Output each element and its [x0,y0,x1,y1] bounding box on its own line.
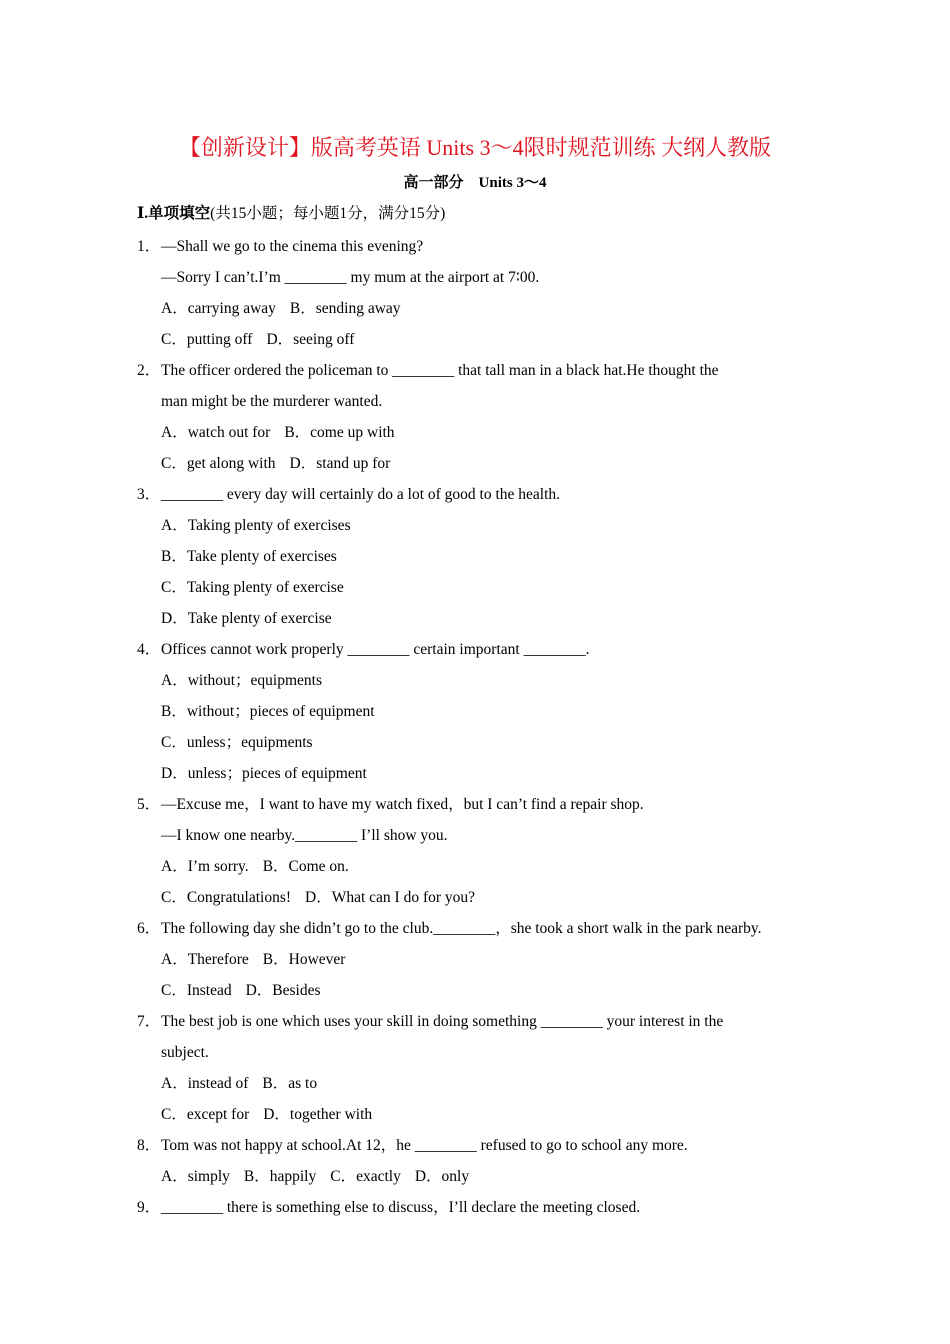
answer-option: B．as to [262,1075,318,1092]
answer-option: D．What can I do for you? [305,889,476,906]
question-stem-text: Offices cannot work properly ________ certain important ________. [161,641,590,658]
question-item [137,913,837,1006]
option-row [137,851,837,882]
question-stem-line [137,479,837,510]
question-item [137,1130,837,1192]
answer-option: D．Take plenty of exercise [161,610,332,627]
question-number: 1． [137,238,161,255]
option-row [137,1099,837,1130]
question-stem-line [137,913,837,944]
section-name: 单项填空 [148,205,211,222]
document-subtitle: 高一部分 Units 3～4 [403,175,547,191]
section-note: (共15小题；每小题1分，满分15分) [210,205,446,222]
question-stem-text: —I know one nearby.________ I’ll show you. [161,827,448,844]
question-stem-text: —Excuse me，I want to have my watch fixed，but I can’t find a repair shop. [161,796,644,813]
option-row [137,603,837,634]
question-stem-line [137,1037,837,1068]
answer-option: A．Taking plenty of exercises [161,517,351,534]
answer-option: B．Come on. [262,858,349,875]
answer-option: C．Congratulations! [161,889,292,906]
option-row [137,417,837,448]
answer-option: C．except for [161,1106,250,1123]
question-item [137,355,837,479]
answer-option: C．Instead [161,982,232,999]
question-stem-line [137,789,837,820]
question-stem-line [137,1192,837,1223]
question-item [137,1192,837,1223]
answer-option: C．putting off [161,331,253,348]
option-row [137,1161,837,1192]
answer-option: B．sending away [289,300,401,317]
question-number: 8． [137,1137,161,1154]
answer-option: B．Take plenty of exercises [161,548,337,565]
answer-option: C．unless；equipments [161,734,313,751]
question-item [137,634,837,789]
question-stem-text: subject. [161,1044,209,1061]
question-number: 4． [137,641,161,658]
question-stem-text: Tom was not happy at school.At 12，he ________ refused to go to school any more. [161,1137,688,1154]
question-stem-text: —Shall we go to the cinema this evening? [161,238,424,255]
question-stem-line [137,386,837,417]
option-row [137,882,837,913]
question-stem-text: man might be the murderer wanted. [161,393,383,410]
answer-option: C．exactly [330,1168,401,1185]
document-title: 【创新设计】版高考英语 Units 3～4限时规范训练 大纲人教版 [178,135,772,160]
question-stem-text: ________ every day will certainly do a lot of good to the health. [161,486,561,503]
question-stem-line [137,1130,837,1161]
question-item [137,1006,837,1130]
answer-option: B．happily [243,1168,317,1185]
question-item [137,231,837,355]
answer-option: D．unless；pieces of equipment [161,765,367,782]
answer-option: A．simply [161,1168,230,1185]
question-item [137,479,837,634]
answer-option: B．come up with [284,424,395,441]
section-number: Ⅰ. [137,205,149,222]
answer-option: B．without；pieces of equipment [161,703,375,720]
answer-option: C．Taking plenty of exercise [161,579,344,596]
question-number: 6． [137,920,161,937]
question-stem-text: The best job is one which uses your skill in doing something ________ your interest in the [161,1013,724,1030]
question-item [137,789,837,913]
answer-option: C．get along with [161,455,276,472]
answer-option: A．without；equipments [161,672,323,689]
answer-option: D．Besides [245,982,321,999]
option-row [137,1068,837,1099]
question-number: 9． [137,1199,161,1216]
question-number: 2． [137,362,161,379]
answer-option: A．watch out for [161,424,271,441]
question-stem-line [137,634,837,665]
option-row [137,696,837,727]
question-stem-text: —Sorry I can’t.I’m ________ my mum at the airport at 7∶00. [161,269,540,286]
question-stem-text: ________ there is something else to discuss，I’ll declare the meeting closed. [161,1199,641,1216]
question-number: 7． [137,1013,161,1030]
option-row [137,448,837,479]
question-stem-line [137,231,837,262]
question-number: 5． [137,796,161,813]
answer-option: A．carrying away [161,300,276,317]
question-list [137,231,837,1223]
question-stem-line [137,820,837,851]
answer-option: D．stand up for [289,455,391,472]
option-row [137,727,837,758]
option-row [137,944,837,975]
question-stem-line [137,262,837,293]
answer-option: A．instead of [161,1075,249,1092]
section-heading [137,202,445,226]
option-row [137,324,837,355]
option-row [137,665,837,696]
option-row [137,293,837,324]
option-row [137,572,837,603]
question-stem-line [137,1006,837,1037]
question-number: 3． [137,486,161,503]
question-stem-text: The following day she didn’t go to the club.________，she took a short walk in the park nearby. [161,920,762,937]
option-row [137,758,837,789]
answer-option: D．together with [263,1106,373,1123]
question-stem-text: The officer ordered the policeman to ________ that tall man in a black hat.He thought the [161,362,719,379]
answer-option: D．only [414,1168,470,1185]
question-stem-line [137,355,837,386]
answer-option: B．However [262,951,346,968]
answer-option: A．I’m sorry. [161,858,249,875]
answer-option: D．seeing off [266,331,355,348]
answer-option: A．Therefore [161,951,249,968]
option-row [137,510,837,541]
option-row [137,541,837,572]
option-row [137,975,837,1006]
